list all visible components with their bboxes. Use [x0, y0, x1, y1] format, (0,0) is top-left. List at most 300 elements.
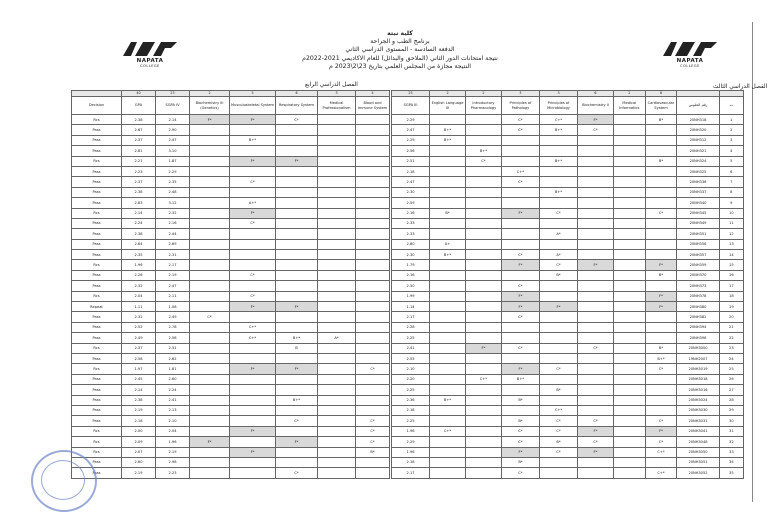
- table-cell: [356, 166, 390, 176]
- table-cell: 2.30: [392, 187, 430, 197]
- table-cell: [230, 468, 276, 478]
- table-cell: [190, 166, 230, 176]
- table-cell: 2.33: [392, 229, 430, 239]
- table-cell: [356, 135, 390, 145]
- column-header: Respiratory System: [276, 97, 318, 115]
- table-cell: 2.48: [156, 187, 190, 197]
- table-cell: C*: [230, 177, 276, 187]
- table-cell: 30: [719, 416, 743, 426]
- table-cell: [318, 457, 356, 467]
- table-cell: Rcs: [72, 156, 122, 166]
- table-cell: [539, 166, 577, 176]
- table-cell: C*: [501, 115, 539, 125]
- table-cell: F*: [501, 364, 539, 374]
- table-cell: [645, 385, 677, 395]
- table-cell: [190, 405, 230, 415]
- table-cell: [501, 156, 539, 166]
- table-cell: [190, 291, 230, 301]
- table-row: [392, 198, 744, 208]
- table-cell: [430, 343, 466, 353]
- table-cell: [465, 447, 501, 457]
- table-cell: A+*: [230, 198, 276, 208]
- table-cell: [356, 333, 390, 343]
- header-row: [72, 97, 390, 115]
- table-cell: 20NH3024: [677, 395, 719, 405]
- table-cell: 19: [719, 302, 743, 312]
- table-cell: 2.59: [392, 198, 430, 208]
- table-cell: C+*: [539, 115, 577, 125]
- table-cell: B: [276, 343, 318, 353]
- table-cell: [613, 281, 645, 291]
- table-cell: 20NH370: [677, 270, 719, 280]
- table-row: [72, 395, 390, 405]
- table-cell: [356, 125, 390, 135]
- table-cell: [430, 198, 466, 208]
- table-cell: 2.16: [392, 208, 430, 218]
- table-cell: [356, 156, 390, 166]
- table-cell: 2.16: [156, 218, 190, 228]
- table-cell: C*: [230, 270, 276, 280]
- column-header: Principles of Pathology: [501, 97, 539, 115]
- table-cell: 20NH336: [677, 177, 719, 187]
- column-header: GPA: [122, 97, 156, 115]
- table-cell: [501, 198, 539, 208]
- table-cell: 2.19: [122, 405, 156, 415]
- table-cell: [465, 437, 501, 447]
- table-cell: B+*: [430, 250, 466, 260]
- table-row: [392, 281, 744, 291]
- table-cell: [276, 229, 318, 239]
- table-cell: [190, 343, 230, 353]
- logo-name: NAPATA: [136, 58, 164, 64]
- table-cell: B+*: [430, 125, 466, 135]
- table-cell: [318, 343, 356, 353]
- table-cell: [501, 187, 539, 197]
- table-cell: [645, 187, 677, 197]
- table-cell: [190, 125, 230, 135]
- table-cell: 2.32: [156, 208, 190, 218]
- table-cell: [356, 374, 390, 384]
- table-cell: 2.56: [392, 146, 430, 156]
- table-row: [392, 250, 744, 260]
- table-cell: [190, 364, 230, 374]
- table-cell: [356, 385, 390, 395]
- table-cell: Pass: [72, 218, 122, 228]
- table-cell: [276, 135, 318, 145]
- table-cell: [501, 218, 539, 228]
- table-cell: [318, 385, 356, 395]
- table-cell: 2.31: [156, 343, 190, 353]
- table-cell: Pass: [72, 385, 122, 395]
- table-cell: [465, 250, 501, 260]
- table-cell: [578, 468, 614, 478]
- table-cell: [318, 468, 356, 478]
- table-cell: [430, 156, 466, 166]
- table-cell: [190, 218, 230, 228]
- semester-three-table: [391, 90, 744, 479]
- table-cell: 20NH396: [677, 333, 719, 343]
- table-cell: [613, 156, 645, 166]
- table-cell: 2.24: [156, 385, 190, 395]
- table-cell: 20NH312: [677, 135, 719, 145]
- table-cell: 2.81: [122, 146, 156, 156]
- table-cell: [645, 405, 677, 415]
- table-row: [72, 115, 390, 125]
- table-cell: [318, 198, 356, 208]
- table-cell: 1.11: [122, 302, 156, 312]
- table-cell: 2.60: [156, 374, 190, 384]
- table-cell: [190, 229, 230, 239]
- table-cell: 25: [719, 364, 743, 374]
- table-cell: C*: [501, 250, 539, 260]
- table-cell: 20NH394: [677, 322, 719, 332]
- table-cell: [356, 187, 390, 197]
- table-row: [392, 291, 744, 301]
- table-cell: [613, 115, 645, 125]
- credit-hours-cell: 6: [645, 91, 677, 97]
- table-cell: [501, 333, 539, 343]
- table-cell: [613, 187, 645, 197]
- semester-four-table: [71, 90, 390, 479]
- table-cell: Repeat: [72, 302, 122, 312]
- table-cell: 2.44: [156, 229, 190, 239]
- table-cell: 5: [719, 156, 743, 166]
- table-cell: F*: [230, 156, 276, 166]
- table-cell: [613, 468, 645, 478]
- table-cell: Pass: [72, 312, 122, 322]
- table-cell: C*: [645, 364, 677, 374]
- table-cell: 1.14: [392, 302, 430, 312]
- table-cell: 26: [719, 374, 743, 384]
- table-cell: F*: [645, 291, 677, 301]
- table-cell: [356, 457, 390, 467]
- table-cell: [356, 291, 390, 301]
- table-cell: 28: [719, 395, 743, 405]
- table-row: [72, 135, 390, 145]
- table-cell: [539, 291, 577, 301]
- table-row: [72, 468, 390, 478]
- table-row: [72, 218, 390, 228]
- table-cell: [613, 218, 645, 228]
- table-cell: [190, 468, 230, 478]
- table-cell: 20NH3000: [677, 343, 719, 353]
- table-cell: 8: [719, 187, 743, 197]
- table-cell: 2.30: [392, 250, 430, 260]
- table-cell: [318, 250, 356, 260]
- table-cell: F*: [276, 437, 318, 447]
- table-cell: [578, 218, 614, 228]
- table-cell: [613, 353, 645, 363]
- table-row: [72, 270, 390, 280]
- table-cell: 20NH320: [677, 125, 719, 135]
- table-cell: [276, 426, 318, 436]
- table-cell: 20NH351: [677, 229, 719, 239]
- table-cell: 2.55: [392, 353, 430, 363]
- column-header: Introductory Pharmacology: [465, 97, 501, 115]
- table-cell: [501, 239, 539, 249]
- table-cell: 2.47: [156, 135, 190, 145]
- table-cell: B*: [356, 447, 390, 457]
- column-header: Principles of Microbiology: [539, 97, 577, 115]
- table-cell: C+*: [230, 333, 276, 343]
- table-cell: [190, 208, 230, 218]
- table-cell: [645, 125, 677, 135]
- table-row: [72, 208, 390, 218]
- table-cell: 2.17: [392, 312, 430, 322]
- table-row: [72, 146, 390, 156]
- table-cell: 2.04: [122, 291, 156, 301]
- table-cell: 2.04: [156, 426, 190, 436]
- table-cell: [645, 166, 677, 176]
- table-cell: [190, 177, 230, 187]
- table-row: [392, 115, 744, 125]
- table-cell: 20NH382: [677, 312, 719, 322]
- table-cell: [356, 260, 390, 270]
- table-cell: [613, 166, 645, 176]
- table-cell: B+*: [539, 125, 577, 135]
- table-cell: C*: [465, 156, 501, 166]
- table-cell: F*: [645, 260, 677, 270]
- column-header: SGPA III: [392, 97, 430, 115]
- table-cell: [578, 250, 614, 260]
- table-cell: 2.90: [156, 125, 190, 135]
- table-cell: 20NH318: [677, 115, 719, 125]
- table-cell: 2.32: [122, 312, 156, 322]
- table-cell: C*: [190, 312, 230, 322]
- table-cell: [356, 405, 390, 415]
- table-cell: 34: [719, 457, 743, 467]
- table-cell: 10: [719, 208, 743, 218]
- table-row: [392, 447, 744, 457]
- table-cell: F*: [578, 426, 614, 436]
- table-cell: Rcs: [72, 343, 122, 353]
- table-cell: 20NH357: [677, 250, 719, 260]
- table-cell: [539, 177, 577, 187]
- table-cell: [539, 457, 577, 467]
- table-cell: 1.97: [122, 364, 156, 374]
- logo-sub: COLLEGE: [140, 64, 160, 68]
- table-cell: [539, 312, 577, 322]
- table-cell: B*: [501, 457, 539, 467]
- table-cell: B*: [645, 115, 677, 125]
- program-name: برنامج الطب و الجراحة: [370, 38, 430, 46]
- table-row: [72, 364, 390, 374]
- table-cell: [539, 353, 577, 363]
- table-cell: 20NH3051: [677, 457, 719, 467]
- table-cell: [230, 457, 276, 467]
- table-cell: 20NH380: [677, 302, 719, 312]
- table-cell: [465, 187, 501, 197]
- table-cell: [230, 374, 276, 384]
- table-cell: F*: [465, 343, 501, 353]
- table-cell: 2.60: [392, 239, 430, 249]
- table-row: [72, 374, 390, 384]
- table-cell: [318, 156, 356, 166]
- table-cell: [230, 405, 276, 415]
- table-cell: [645, 218, 677, 228]
- table-row: [392, 416, 744, 426]
- table-cell: 2.14: [156, 115, 190, 125]
- table-cell: F*: [645, 426, 677, 436]
- table-cell: Pass: [72, 250, 122, 260]
- table-cell: 2.23: [156, 468, 190, 478]
- table-cell: 23: [719, 343, 743, 353]
- table-row: [392, 229, 744, 239]
- table-row: [392, 302, 744, 312]
- table-cell: 7: [719, 177, 743, 187]
- column-header: Biochemistry III (Genetics): [190, 97, 230, 115]
- table-cell: [318, 208, 356, 218]
- table-cell: 2.37: [122, 135, 156, 145]
- table-cell: [578, 353, 614, 363]
- table-cell: 24: [719, 353, 743, 363]
- table-cell: Pass: [72, 374, 122, 384]
- table-cell: Pass: [72, 468, 122, 478]
- table-cell: [356, 146, 390, 156]
- table-row: [392, 353, 744, 363]
- table-row: [72, 322, 390, 332]
- table-cell: [190, 135, 230, 145]
- logo-name: NAPATA: [676, 58, 704, 64]
- table-row: [72, 437, 390, 447]
- table-cell: C+*: [230, 322, 276, 332]
- table-cell: [613, 312, 645, 322]
- table-cell: C*: [501, 281, 539, 291]
- table-cell: [276, 250, 318, 260]
- table-cell: [578, 374, 614, 384]
- table-cell: F*: [190, 115, 230, 125]
- table-cell: 2.29: [392, 135, 430, 145]
- table-cell: 2.19: [156, 270, 190, 280]
- table-cell: 16: [719, 270, 743, 280]
- table-cell: A*: [539, 229, 577, 239]
- table-cell: 20NH324: [677, 156, 719, 166]
- table-cell: [356, 177, 390, 187]
- official-stamp: [31, 450, 97, 512]
- table-cell: 2.49: [122, 333, 156, 343]
- table-cell: [190, 416, 230, 426]
- table-cell: [318, 291, 356, 301]
- table-cell: Pass: [72, 135, 122, 145]
- table-cell: [430, 364, 466, 374]
- table-cell: 2.24: [122, 218, 156, 228]
- table-cell: [318, 260, 356, 270]
- table-cell: [430, 166, 466, 176]
- table-cell: 2.16: [392, 270, 430, 280]
- table-cell: Pass: [72, 322, 122, 332]
- table-cell: [230, 353, 276, 363]
- table-cell: Pass: [72, 177, 122, 187]
- table-cell: [465, 260, 501, 270]
- table-cell: 2.37: [122, 177, 156, 187]
- table-cell: [539, 322, 577, 332]
- table-cell: [318, 270, 356, 280]
- table-cell: C+*: [539, 405, 577, 415]
- table-cell: F*: [230, 364, 276, 374]
- table-cell: [230, 395, 276, 405]
- table-cell: [578, 146, 614, 156]
- table-cell: [578, 457, 614, 467]
- table-row: [72, 229, 390, 239]
- table-row: [392, 166, 744, 176]
- table-cell: 20NH3031: [677, 416, 719, 426]
- table-cell: [613, 239, 645, 249]
- table-cell: 2.23: [122, 166, 156, 176]
- table-cell: 20NH3019: [677, 364, 719, 374]
- table-cell: [190, 146, 230, 156]
- table-cell: [276, 146, 318, 156]
- table-row: [72, 260, 390, 270]
- table-cell: 20NH337: [677, 187, 719, 197]
- table-cell: [318, 447, 356, 457]
- table-cell: [539, 468, 577, 478]
- table-cell: [230, 312, 276, 322]
- batch-level: الدفعة السادسة - المستوى الدراسي الثاني: [345, 46, 455, 54]
- table-cell: 2.58: [122, 353, 156, 363]
- table-cell: [430, 187, 466, 197]
- table-cell: [578, 198, 614, 208]
- table-cell: 20NH359: [677, 260, 719, 270]
- table-cell: 2.18: [392, 457, 430, 467]
- table-cell: 2.69: [156, 239, 190, 249]
- table-cell: [578, 156, 614, 166]
- table-cell: 2.83: [122, 198, 156, 208]
- table-cell: B*: [539, 270, 577, 280]
- table-cell: F*: [501, 447, 539, 457]
- table-cell: 2.38: [122, 187, 156, 197]
- table-cell: 2.98: [156, 457, 190, 467]
- table-row: [72, 198, 390, 208]
- table-cell: 2.52: [122, 322, 156, 332]
- table-row: [392, 146, 744, 156]
- column-header: Medical Professionalism: [318, 97, 356, 115]
- table-cell: [190, 239, 230, 249]
- table-cell: [190, 426, 230, 436]
- table-cell: 20NH3048: [677, 437, 719, 447]
- college-name: كلية نبتة: [387, 30, 413, 37]
- table-cell: [230, 250, 276, 260]
- table-cell: [318, 146, 356, 156]
- table-cell: 20NH3041: [677, 426, 719, 436]
- table-cell: [318, 218, 356, 228]
- table-cell: [190, 322, 230, 332]
- table-cell: 2.41: [156, 395, 190, 405]
- table-cell: [465, 218, 501, 228]
- column-header: Blood and Immune System: [356, 97, 390, 115]
- table-cell: [190, 281, 230, 291]
- table-row: [72, 239, 390, 249]
- table-cell: 2.18: [122, 416, 156, 426]
- table-cell: [578, 322, 614, 332]
- table-cell: [465, 281, 501, 291]
- table-cell: [430, 146, 466, 156]
- credit-hours-cell: 40: [122, 91, 156, 97]
- table-cell: Pass: [72, 405, 122, 415]
- table-cell: [430, 437, 466, 447]
- table-row: [72, 353, 390, 363]
- table-cell: [501, 146, 539, 156]
- table-cell: [318, 364, 356, 374]
- table-cell: F*: [230, 302, 276, 312]
- table-cell: 18: [719, 291, 743, 301]
- table-cell: 1: [719, 115, 743, 125]
- table-cell: [465, 125, 501, 135]
- table-row: [72, 333, 390, 343]
- table-cell: B+*: [539, 156, 577, 166]
- table-cell: [465, 291, 501, 301]
- table-cell: 2.10: [392, 364, 430, 374]
- table-cell: 20NH349: [677, 218, 719, 228]
